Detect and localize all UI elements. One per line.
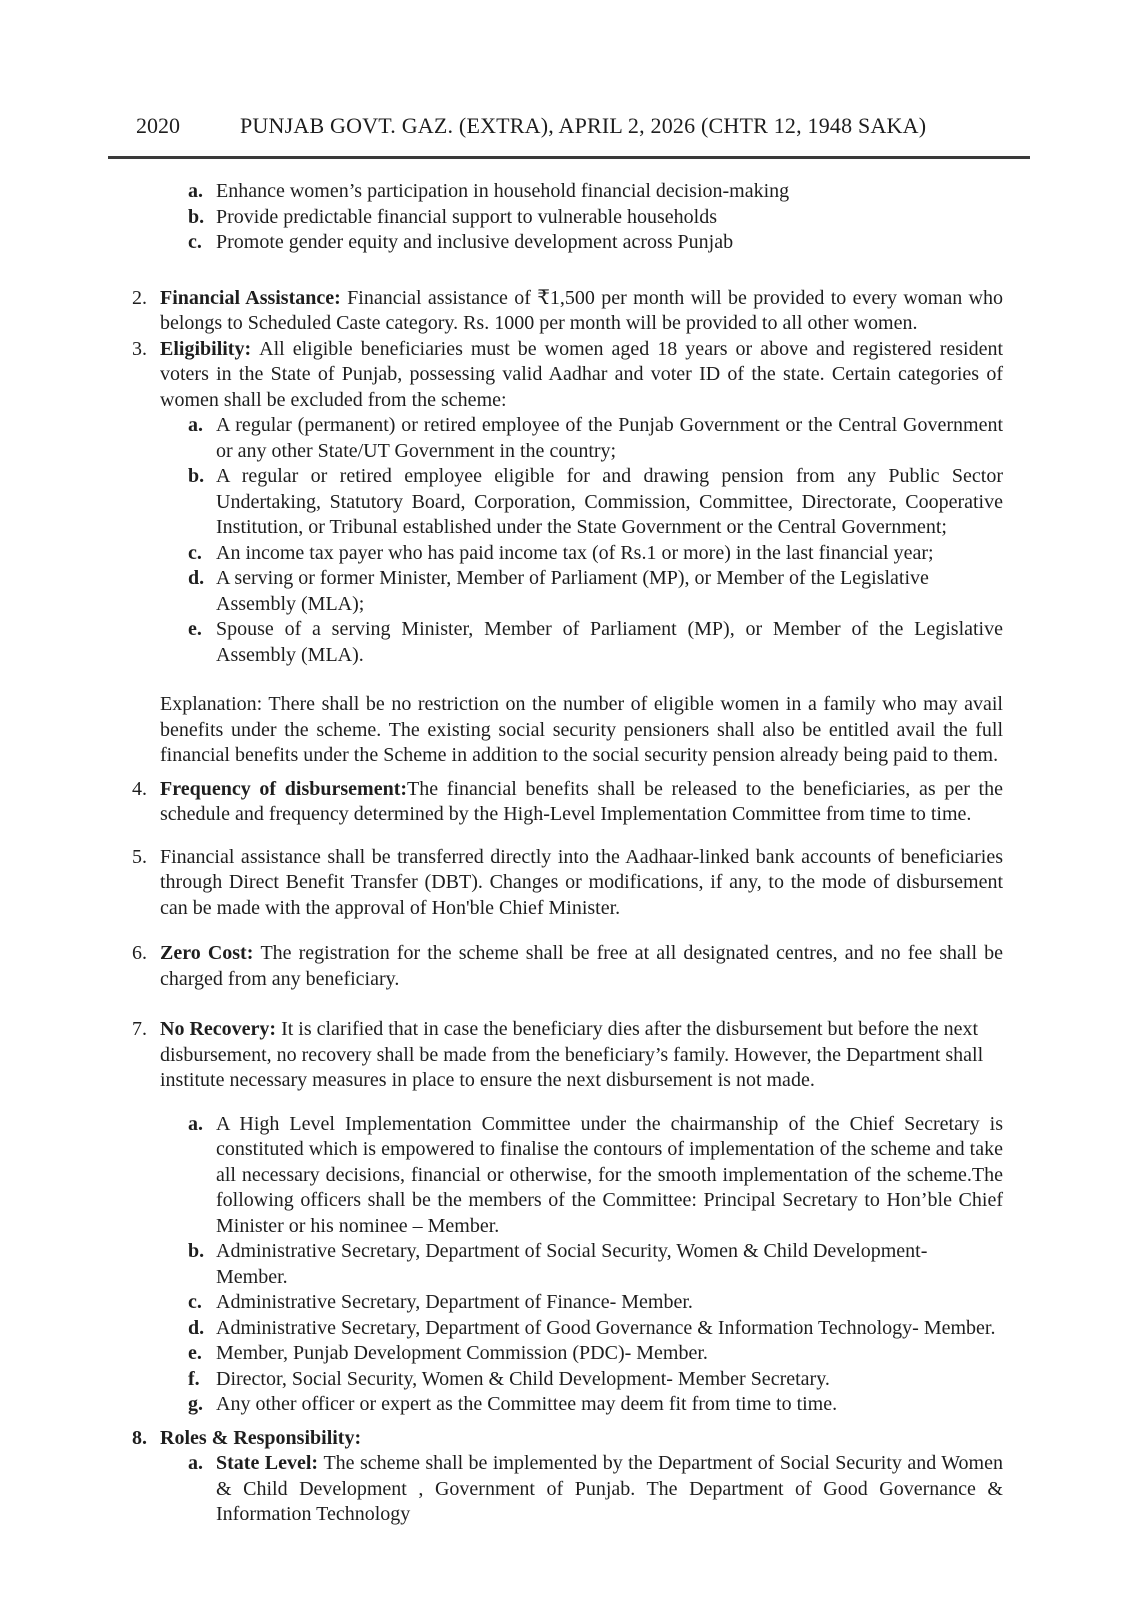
- clause-number: 4.: [132, 777, 147, 800]
- exclusion-item-b: [132, 464, 1003, 541]
- exclusion-item-c: [132, 541, 1003, 567]
- clause-zero-cost: [132, 941, 1003, 992]
- list-item-text: Member, Punjab Development Commission (PDC)- Member.: [216, 1342, 708, 1364]
- clause-label: Frequency of disbursement:: [160, 777, 408, 800]
- clause-number: 6.: [132, 942, 147, 964]
- list-marker: c.: [188, 1291, 202, 1313]
- list-item-text: A serving or former Minister, Member of Parliament (MP), or Member of the Legislative Assembly (MLA);: [216, 567, 929, 615]
- clause-text: Financial assistance shall be transferred directly into the Aadhaar-linked bank accounts of beneficiaries through Direct Benefit Transfer (DBT). Changes or modifications, if any, to the mode of disbursement can be made with the approval of Hon'ble Chief Minister.: [160, 845, 1003, 919]
- clause-no-recovery: [132, 1017, 1003, 1094]
- clause-text: The financial benefits shall be released to the beneficiaries, as per the schedule and frequency determined by the High-Level Implementation Committee from time to time.: [160, 777, 1003, 825]
- list-marker: d.: [188, 1316, 205, 1339]
- list-marker: c.: [188, 541, 202, 564]
- sub-clause-text: The scheme shall be implemented by the Department of Social Security and Women & Child Development , Government of Punjab. The Department of Good Governance & Information Technology: [216, 1452, 1003, 1525]
- list-marker: a.: [188, 414, 203, 436]
- list-item-text: Administrative Secretary, Department of Good Governance & Information Technology- Member.: [216, 1316, 996, 1339]
- list-item-text: A regular or retired employee eligible for and drawing pension from any Public Sector Undertaking, Statutory Board, Corporation, Commission, Committee, Directorate, Cooperative Institution, or Tribunal established under the State Government or the Central Government;: [216, 465, 1003, 538]
- list-marker: b.: [188, 1240, 205, 1262]
- committee-item-c: [132, 1290, 1003, 1316]
- clause-number: 3.: [132, 337, 147, 360]
- list-item-text: Promote gender equity and inclusive development across Punjab: [216, 231, 734, 253]
- list-marker: e.: [188, 1342, 202, 1364]
- header-title: PUNJAB GOVT. GAZ. (EXTRA), APRIL 2, 2026 (CHTR 12, 1948 SAKA): [240, 113, 927, 138]
- clause-number: 8.: [132, 1426, 147, 1449]
- list-item-text: Director, Social Security, Women & Child Development- Member Secretary.: [216, 1367, 830, 1390]
- clause-label: Roles & Responsibility:: [160, 1426, 362, 1449]
- list-marker: b.: [188, 465, 205, 487]
- list-marker: f.: [188, 1367, 200, 1390]
- clause-number: 2.: [132, 286, 147, 309]
- list-item-text: Provide predictable financial support to vulnerable households: [216, 205, 717, 228]
- committee-item-b: [132, 1239, 1003, 1290]
- list-marker: a.: [188, 1452, 203, 1474]
- clause-label: Financial Assistance:: [160, 286, 348, 309]
- list-marker: a.: [188, 1112, 203, 1135]
- clause-label: Eligibility:: [160, 337, 260, 360]
- exclusion-item-a: [132, 413, 1003, 464]
- objective-item-c: [132, 230, 1003, 256]
- clause-dbt: [132, 845, 1003, 922]
- clause-roles: [132, 1426, 1003, 1452]
- exclusion-item-e: [132, 617, 1003, 668]
- committee-item-f: [132, 1367, 1003, 1393]
- objective-item-b: [132, 205, 1003, 231]
- list-item-text: Administrative Secretary, Department of Finance- Member.: [216, 1291, 693, 1313]
- clause-label: Zero Cost:: [160, 942, 261, 964]
- list-item-text: Any other officer or expert as the Committee may deem fit from time to time.: [216, 1393, 838, 1415]
- list-marker: c.: [188, 231, 202, 253]
- list-item-text: Enhance women’s participation in household financial decision-making: [216, 180, 790, 202]
- clause-eligibility: [132, 337, 1003, 414]
- clause-financial-assistance: [132, 286, 1003, 337]
- list-item-text: A High Level Implementation Committee under the chairmanship of the Chief Secretary is constituted which is empowered to finalise the contours of implementation of the scheme and take all necessary decisions, financial or otherwise, for the smooth implementation of the scheme.The following officers shall be the members of the Committee: Principal Secretary to Hon’ble Chief Minister or his nominee – Member.: [216, 1112, 1003, 1237]
- clause-text: Financial assistance of ₹1,500 per month will be provided to every woman who belongs to Scheduled Caste category. Rs. 1000 per month will be provided to all other women.: [160, 286, 1004, 334]
- clause-number: 7.: [132, 1018, 147, 1040]
- committee-item-e: [132, 1341, 1003, 1367]
- page-header: [0, 112, 1144, 140]
- page-number: 2020: [136, 113, 180, 138]
- list-marker: g.: [188, 1393, 203, 1415]
- clause-text: The registration for the scheme shall be free at all designated centres, and no fee shall be charged from any beneficiary.: [160, 942, 1003, 990]
- explanation-paragraph: Explanation: There shall be no restriction on the number of eligible women in a family who may avail benefits under the scheme. The existing social security pensioners shall also be entitled avail the full financial benefits under the Scheme in addition to the social security pension already being paid to them.: [160, 693, 1003, 766]
- objective-item-a: [132, 179, 1003, 205]
- committee-item-a: [132, 1112, 1003, 1240]
- list-item-text: A regular (permanent) or retired employee of the Punjab Government or the Central Government or any other State/UT Government in the country;: [216, 414, 1003, 462]
- clause-text: All eligible beneficiaries must be women aged 18 years or above and registered resident voters in the State of Punjab, possessing valid Aadhar and voter ID of the state. Certain categories of women shall be excluded from the scheme:: [160, 337, 1004, 411]
- clause-frequency: [132, 777, 1003, 828]
- list-marker: e.: [188, 618, 202, 640]
- sub-clause-label: State Level:: [216, 1452, 324, 1474]
- list-marker: d.: [188, 567, 205, 589]
- list-marker: a.: [188, 180, 203, 202]
- exclusion-item-d: [132, 566, 1003, 617]
- document-body: [132, 179, 1003, 1528]
- committee-item-d: [132, 1316, 1003, 1342]
- list-item-text: Administrative Secretary, Department of Social Security, Women & Child Development- Member.: [216, 1240, 928, 1288]
- clause-text: It is clarified that in case the beneficiary dies after the disbursement but before the next disbursement, no recovery shall be made from the beneficiary’s family. However, the Department shall institute necessary measures in place to ensure the next disbursement is not made.: [160, 1018, 984, 1091]
- clause-number: 5.: [132, 845, 147, 868]
- list-item-text: Spouse of a serving Minister, Member of Parliament (MP), or Member of the Legislative Assembly (MLA).: [216, 618, 1003, 666]
- list-marker: b.: [188, 205, 205, 228]
- clause-label: No Recovery:: [160, 1018, 282, 1040]
- header-rule: [108, 156, 1030, 159]
- committee-item-g: [132, 1392, 1003, 1418]
- roles-state-level-item: [132, 1451, 1003, 1528]
- list-item-text: An income tax payer who has paid income tax (of Rs.1 or more) in the last financial year;: [216, 541, 934, 564]
